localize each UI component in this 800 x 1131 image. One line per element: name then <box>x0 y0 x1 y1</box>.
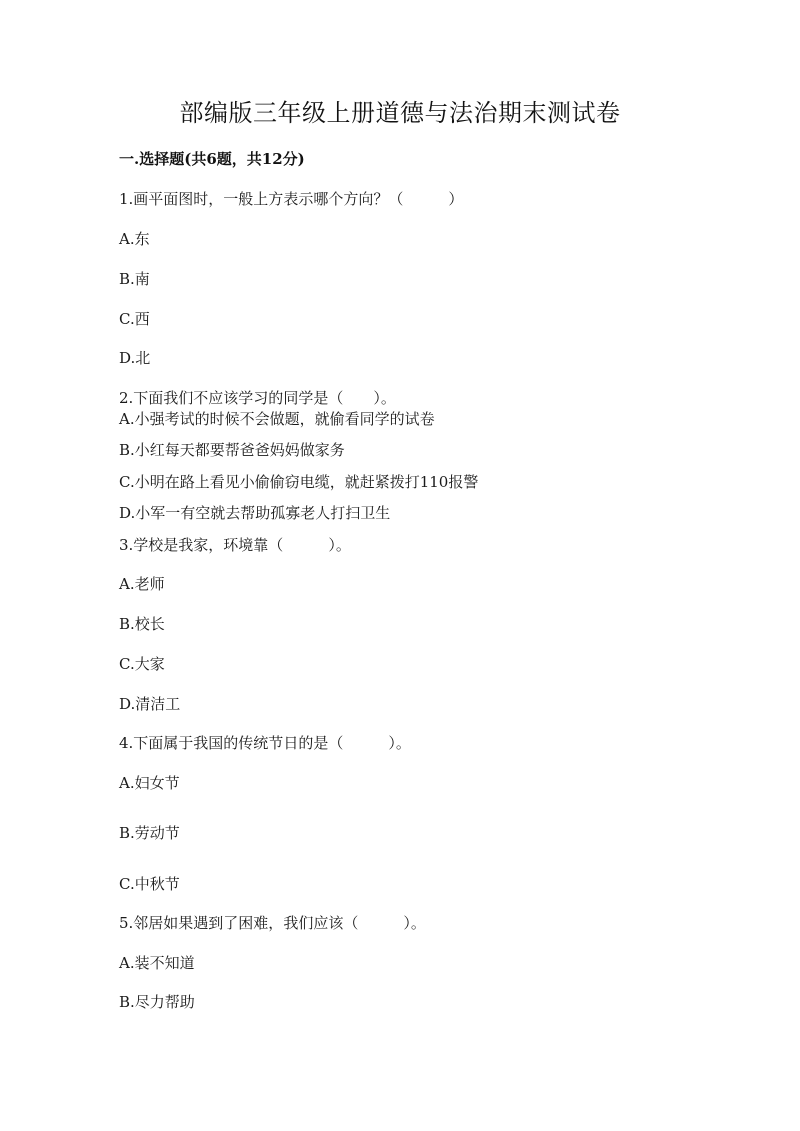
question-1-option-b: B.南 <box>119 270 150 288</box>
question-2-option-d: D.小军一有空就去帮助孤寡老人打扫卫生 <box>119 504 391 522</box>
question-1-option-c: C.西 <box>119 310 150 328</box>
question-3-option-c: C.大家 <box>119 655 165 673</box>
question-4-option-c: C.中秋节 <box>119 875 180 893</box>
question-3-stem: 3.学校是我家，环境靠（ ）。 <box>119 536 351 554</box>
question-4-option-a: A.妇女节 <box>119 774 180 792</box>
question-3-option-b: B.校长 <box>119 615 165 633</box>
exam-title: 部编版三年级上册道德与法治期末测试卷 <box>179 99 621 127</box>
section-heading: 一.选择题(共6题，共12分) <box>119 150 305 168</box>
question-5-stem: 5.邻居如果遇到了困难，我们应该（ ）。 <box>119 914 426 932</box>
question-1-stem: 1.画平面图时，一般上方表示哪个方向？（ ） <box>119 190 464 208</box>
question-2-option-a: A.小强考试的时候不会做题，就偷看同学的试卷 <box>119 410 435 428</box>
question-5-option-b: B.尽力帮助 <box>119 993 195 1011</box>
question-1-option-d: D.北 <box>119 349 151 367</box>
question-2-option-b: B.小红每天都要帮爸爸妈妈做家务 <box>119 441 345 459</box>
question-5-option-a: A.装不知道 <box>119 954 195 972</box>
question-4-stem: 4.下面属于我国的传统节日的是（ ）。 <box>119 734 411 752</box>
question-3-option-a: A.老师 <box>119 575 165 593</box>
question-1-option-a: A.东 <box>119 230 150 248</box>
question-4-option-b: B.劳动节 <box>119 824 180 842</box>
question-3-option-d: D.清洁工 <box>119 695 181 713</box>
question-2-option-c: C.小明在路上看见小偷偷窃电缆，就赶紧拨打110报警 <box>119 473 479 491</box>
question-2-stem: 2.下面我们不应该学习的同学是（ ）。 <box>119 389 396 407</box>
